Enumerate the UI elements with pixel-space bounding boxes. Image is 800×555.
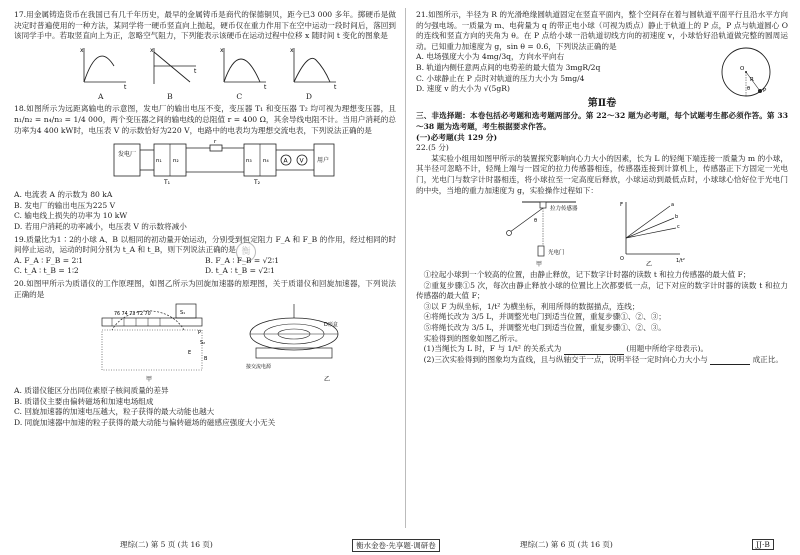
page-footer: [0, 536, 800, 552]
question-18-text: 18.如图所示为远距离输电的示意图，发电厂的输出电压不变，变压器 T₁ 和变压器 T₂ 均可视为理想变压器，且 n₁/n₂ = n₄/n₃ = 1/4 000，两个变压器之间的输电线的总阻值 r = 400 Ω，其余导线电阻不计。当用户消耗的总功率为4 400 kW时，电压表 V 的示数恰好为220 V，电路中的电表均为理想交流电表，下列说法正确的是: [14, 104, 396, 135]
apparatus-figure: [507, 202, 579, 268]
svg-text:x: x: [220, 46, 224, 54]
t2-label: T₂: [254, 179, 261, 187]
q20-option-d: D. 同旋加速器中加速的粒子获得的最大动能与偏转磁场的磁感应强度大小无关: [14, 417, 276, 427]
q18-option-c: C. 输电线上损失的功率为 10 kW: [14, 211, 128, 221]
svg-text:x: x: [290, 46, 294, 54]
svg-text:甲: 甲: [536, 261, 543, 269]
q22-text: 某实验小组用如图甲所示的装置探究影响向心力大小的因素，长为 L 的轻绳下端连接一质量为 m 的小球，其半径可忽略不计，轻绳上端与一固定的拉力传感器相连，传感器连接到计算机上，传感器正下方固定一光电门，光电门与数字计时器相连，将小球拉至一定高度后释放，小球运动到最低点时，小球球心恰好位于光电门的中央，当地的重力加速度为 g，实验操作过程如下：: [416, 153, 788, 195]
column-divider: [405, 8, 406, 528]
fig-yi-label: 乙: [324, 376, 331, 384]
q18-option-b: B. 发电厂的输出电压为225 V: [14, 200, 116, 210]
footer-code: JJ·B: [752, 539, 774, 550]
svg-text:B: B: [204, 356, 208, 363]
q21-option-a: A. 电场强度大小为 4mg/3q，方向水平向右: [416, 52, 565, 62]
svg-text:F: F: [620, 202, 624, 209]
footer-right-page-number: 理综(二) 第 6 页 (共 16 页): [520, 540, 613, 549]
f-vs-inv-t2-graph: [620, 202, 685, 268]
q17-option-c: C: [236, 91, 243, 101]
q20-option-b: B. 质谱仪主要由偏转磁场和加速电场组成: [14, 396, 154, 406]
q19-options-row1: [14, 256, 396, 267]
svg-text:n₃: n₃: [246, 158, 252, 165]
q22-head: 22.(5 分): [416, 143, 449, 153]
graph-a: [80, 47, 127, 90]
svg-text:S₂: S₂: [200, 340, 206, 347]
question-18: [14, 104, 396, 232]
q17-option-d: D: [305, 91, 312, 101]
question-19-text: 19.质量比为1∶2的小球 A、B 以相同的初动量开始运动，分别受到恒定阻力 F_A 和 F_B 的作用，经过相同的时间停止运动，运动的时间分别为 t_A 和 t_B，则下列说法正确的是: [14, 234, 396, 255]
graph-c: [220, 47, 267, 90]
nonchoice-instructions: 三、非选择题：本卷包括必考题和选考题两部分。第 22～32 题为必考题，每个试题考生都必须作答。第 33～38 题为选考题，考生根据要求作答。: [416, 111, 788, 131]
q17-option-a: A: [98, 91, 104, 101]
svg-text:S₁: S₁: [180, 310, 186, 317]
question-21: [416, 10, 788, 95]
part-ii-title: 第Ⅱ卷: [587, 97, 617, 109]
mass-spectrometer-figure: [102, 304, 208, 383]
svg-text:E: E: [188, 350, 192, 357]
cyclotron-figure: [246, 304, 338, 383]
q22-step-5: ⑤将绳长改为 3/5 L，并调整光电门到适当位置，重复步骤①、②、③。: [423, 323, 666, 333]
question-20-text: 20.如图甲所示为质谱仪的工作原理图，如图乙所示为回旋加速器的原理图，关于质谱仪和回旋加速器，下列说法正确的是: [14, 278, 396, 299]
ammeter-label: A: [283, 157, 288, 165]
ac-source-label: 接交流电源: [246, 364, 272, 371]
svg-text:O: O: [620, 256, 624, 263]
watermark-seal: 衡: [236, 242, 256, 262]
q22-subq-2: (2)三次实验得到的图象均为直线，且与纵轴交于一点，说明半径一定时向心力大小与 成正比。: [423, 354, 783, 364]
svg-text:c: c: [677, 224, 680, 231]
svg-text:P: P: [198, 330, 202, 337]
graph-d: [290, 47, 337, 90]
svg-text:t: t: [124, 83, 127, 90]
svg-text:t: t: [264, 83, 267, 90]
graph-b: [150, 47, 197, 84]
fig-jia-label: 甲: [146, 376, 153, 384]
q21-option-d: D. 速度 v 的大小为 √(5gR): [416, 84, 510, 94]
q22-answer-blank-2[interactable]: [710, 356, 750, 365]
q20-figures: [14, 302, 396, 384]
user-label: 用户: [317, 157, 330, 165]
svg-text:R: R: [750, 77, 754, 84]
right-page: [416, 10, 788, 367]
q22-step-1: ①拉起小球到一个较高的位置，由静止释放，记下数字计时器的读数 t 和拉力传感器的最大值 F；: [423, 270, 751, 280]
q18-option-a: A. 电流表 A 的示数为 80 kA: [14, 190, 113, 200]
svg-text:θ: θ: [534, 218, 538, 225]
svg-text:x: x: [80, 46, 84, 54]
svg-text:t: t: [334, 83, 337, 90]
q17-options: [14, 92, 396, 103]
q22-answer-blank-1[interactable]: [564, 346, 624, 355]
question-21-text: 21.如图所示，半径为 R 的光滑绝缘圆轨道固定在竖直平面内，整个空间存在着与圆轨道平面平行且沿水平方向的匀强电场。一质量为 m、电荷量为 q 的带正电小球（可视为质点）静止于轨道上的 P 点，P 点与轨道圆心 O 的连线和竖直方向的夹角为 θ。在 P 点给小球一沿轨道切线方向的初速度 v，小球恰好沿轨道做完整的圆周运动。已知重力加速度为 g，sin θ = 0.6，下列说法正确的是: [416, 10, 788, 51]
svg-text:D形盒: D形盒: [324, 322, 338, 329]
q19-option-c: C. t_A ∶ t_B = 1∶2: [14, 266, 79, 276]
q21-body: [416, 52, 788, 94]
question-17-text: 17.用金属铸造货币在我国已有几千年历史，最早的金属铸币是商代的保德铜贝，距今已3 000 多年。掷硬币是做决定时普遍使用的一种方法，某同学将一硬币竖直向上抛起，硬币仅在重力作用下在空中运动一段时间后，落回到该同学手中。若取竖直向上为正，忽略空气阻力，下列能表示该硬币在运动过程中位移 x 随时间 t 变化的图象是: [14, 10, 396, 41]
q22-subq-1: (1)当绳长为 L 时，F 与 1/t² 的关系式为 (用题中所给字母表示)。: [423, 344, 709, 354]
q21-option-c: C. 小球静止在 P 点时对轨道的压力大小为 5mg/4: [416, 73, 585, 83]
transmission-circuit: [14, 138, 396, 188]
question-19: [14, 235, 396, 277]
left-page: [14, 10, 396, 430]
question-20: [14, 279, 396, 429]
q20-option-c: C. 回旋加速器的加速电压越大，粒子获得的最大动能也越大: [14, 407, 215, 417]
t1-label: T₁: [164, 179, 171, 187]
q17-graph-set: [14, 44, 396, 90]
svg-text:P: P: [763, 88, 767, 95]
svg-text:b: b: [675, 214, 679, 221]
question-17: [14, 10, 396, 102]
svg-text:1/t²: 1/t²: [676, 258, 685, 265]
question-22: [416, 143, 788, 365]
q18-circuit-diagram: [14, 138, 396, 188]
svg-text:n₂: n₂: [173, 158, 179, 165]
q19-option-a: A. F_A ∶ F_B = 2∶1: [14, 255, 84, 265]
mass-spec-cyclotron: [14, 302, 396, 384]
svg-text:t: t: [194, 67, 197, 75]
svg-text:a: a: [671, 202, 675, 209]
q17-option-b: B: [167, 91, 173, 101]
svg-text:n₁: n₁: [156, 158, 162, 165]
q21-circle-figure: [716, 46, 776, 100]
q19-option-d: D. t_A ∶ t_B = √2∶1: [205, 266, 275, 276]
q22-step-4: ④将绳长改为 3/5 L，并调整光电门到适当位置，重复步骤①、②、③；: [423, 312, 666, 322]
q18-option-d: D. 若用户消耗的功率减小，电压表 V 的示数将减小: [14, 221, 187, 231]
q22-figures: [416, 198, 788, 268]
q20-option-a: A. 质谱仪能区分出同位素原子核间质量的差异: [14, 386, 169, 396]
footer-center-brand: 衡水金卷·先享题·调研卷: [352, 539, 440, 552]
q22-step-3: ③以 F 为纵坐标，1/t² 为横坐标，利用所得的数据描点，连线；: [423, 301, 640, 311]
svg-text:乙: 乙: [646, 261, 653, 269]
voltmeter-label: V: [299, 157, 304, 165]
q21-option-b: B. 轨道内侧任意两点间的电势差的最大值为 3mgR/2q: [416, 62, 601, 72]
q22-step-6: 实验得到的图象如图乙所示。: [423, 333, 523, 343]
centripetal-setup: [416, 198, 788, 268]
svg-text:x: x: [150, 46, 154, 54]
svg-text:O: O: [740, 66, 745, 73]
plant-label: 发电厂: [118, 151, 137, 159]
q19-options-row2: [14, 266, 396, 277]
q17-graphs: [14, 44, 396, 90]
scale-label: 76 74 73 72 70: [114, 312, 151, 318]
gate-label: 光电门: [548, 250, 565, 257]
svg-text:r: r: [214, 139, 217, 146]
sensor-label: 拉力传感器: [550, 206, 578, 213]
svg-text:n₄: n₄: [263, 158, 269, 165]
q19-option-b: B. F_A ∶ F_B = √2∶1: [205, 255, 280, 265]
footer-left-page-number: 理综(二) 第 5 页 (共 16 页): [120, 540, 213, 549]
svg-text:θ: θ: [747, 86, 751, 93]
q22-step-2: ②重复步骤①5 次，每次由静止释放小球的位置比上次都要低一点，记下对应的数字计时器的读数 t 和拉力传感器的最大值 F；: [416, 280, 788, 301]
required-section-header: (一)必考题(共 129 分): [416, 132, 498, 142]
